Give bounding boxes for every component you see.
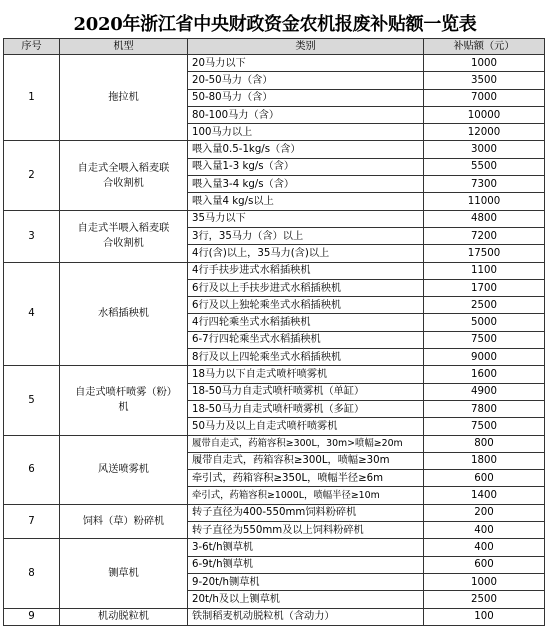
- table-row: [4, 435, 545, 452]
- table-row: [4, 366, 545, 383]
- cell-amount: 3500: [424, 72, 545, 89]
- cell-type: 履带自走式，药箱容积≥300L，30m>喷幅≥20m: [188, 435, 424, 452]
- cell-type: 3-6t/h铡草机: [188, 539, 424, 556]
- cell-amount: 1000: [424, 573, 545, 590]
- cell-amount: 2500: [424, 297, 545, 314]
- cell-amount: 7200: [424, 227, 545, 244]
- header-amount: 补贴额（元）: [424, 39, 545, 55]
- cell-type: 18-50马力自走式喷杆喷雾机（多缸）: [188, 400, 424, 417]
- cell-amount: 3000: [424, 141, 545, 158]
- cell-amount: 9000: [424, 349, 545, 366]
- cell-amount: 1600: [424, 366, 545, 383]
- cell-amount: 1800: [424, 452, 545, 469]
- cell-amount: 1100: [424, 262, 545, 279]
- cell-amount: 10000: [424, 106, 545, 123]
- cell-amount: 17500: [424, 245, 545, 262]
- table-row: [4, 504, 545, 521]
- cell-amount: 800: [424, 435, 545, 452]
- cell-model: 风送喷雾机: [60, 435, 188, 504]
- cell-group-no: 6: [4, 435, 60, 504]
- cell-type: 4行手扶步进式水稻插秧机: [188, 262, 424, 279]
- table-row: [4, 141, 545, 158]
- cell-model: 铡草机: [60, 539, 188, 608]
- cell-type: 50-80马力（含）: [188, 89, 424, 106]
- cell-type: 铁制稻麦机动脱粒机（含动力）: [188, 608, 424, 625]
- table-header-row: [4, 39, 545, 55]
- cell-type: 8行及以上四轮乘坐式水稻插秧机: [188, 349, 424, 366]
- cell-model: 饲料（草）粉碎机: [60, 504, 188, 539]
- page-title: 2020年浙江省中央财政资金农机报废补贴额一览表: [73, 14, 477, 35]
- cell-amount: 1400: [424, 487, 545, 504]
- table-row: [4, 539, 545, 556]
- cell-amount: 4900: [424, 383, 545, 400]
- cell-model: 机动脱粒机: [60, 608, 188, 625]
- cell-type: 6-9t/h铡草机: [188, 556, 424, 573]
- cell-group-no: 4: [4, 262, 60, 366]
- cell-type: 6行及以上独轮乘坐式水稻插秧机: [188, 297, 424, 314]
- cell-type: 80-100马力（含）: [188, 106, 424, 123]
- cell-amount: 1700: [424, 279, 545, 296]
- cell-type: 3行，35马力（含）以上: [188, 227, 424, 244]
- cell-type: 6行及以上手扶步进式水稻插秧机: [188, 279, 424, 296]
- cell-group-no: 7: [4, 504, 60, 539]
- cell-amount: 7300: [424, 176, 545, 193]
- cell-type: 4行(含)以上，35马力(含)以上: [188, 245, 424, 262]
- cell-amount: 7000: [424, 89, 545, 106]
- cell-amount: 600: [424, 556, 545, 573]
- cell-group-no: 3: [4, 210, 60, 262]
- cell-amount: 7800: [424, 400, 545, 417]
- header-no: 序号: [4, 39, 60, 55]
- cell-type: 6-7行四轮乘坐式水稻插秧机: [188, 331, 424, 348]
- cell-amount: 7500: [424, 418, 545, 435]
- cell-type: 牵引式，药箱容积≥350L，喷幅半径≥6m: [188, 470, 424, 487]
- table-body: [4, 55, 545, 626]
- cell-amount: 400: [424, 522, 545, 539]
- cell-type: 转子直径为400-550mm饲料粉碎机: [188, 504, 424, 521]
- cell-type: 喂入量1-3 kg/s（含）: [188, 158, 424, 175]
- cell-group-no: 1: [4, 55, 60, 141]
- cell-type: 35马力以下: [188, 210, 424, 227]
- cell-type: 牵引式，药箱容积≥1000L，喷幅半径≥10m: [188, 487, 424, 504]
- cell-model: 拖拉机: [60, 55, 188, 141]
- cell-type: 50马力及以上自走式喷杆喷雾机: [188, 418, 424, 435]
- cell-model: 水稻插秧机: [60, 262, 188, 366]
- cell-type: 履带自走式，药箱容积≥300L，喷幅≥30m: [188, 452, 424, 469]
- cell-group-no: 8: [4, 539, 60, 608]
- cell-type: 100马力以上: [188, 124, 424, 141]
- cell-amount: 400: [424, 539, 545, 556]
- cell-group-no: 2: [4, 141, 60, 210]
- cell-type: 喂入量0.5-1kg/s（含）: [188, 141, 424, 158]
- cell-type: 20-50马力（含）: [188, 72, 424, 89]
- cell-model: 自走式全喂入稻麦联合收割机: [60, 141, 188, 210]
- cell-amount: 5500: [424, 158, 545, 175]
- cell-type: 喂入量3-4 kg/s（含）: [188, 176, 424, 193]
- cell-type: 9-20t/h铡草机: [188, 573, 424, 590]
- cell-amount: 2500: [424, 591, 545, 608]
- cell-amount: 200: [424, 504, 545, 521]
- cell-amount: 12000: [424, 124, 545, 141]
- cell-model: 自走式喷杆喷雾（粉）机: [60, 366, 188, 435]
- cell-group-no: 9: [4, 608, 60, 625]
- cell-type: 20马力以下: [188, 55, 424, 72]
- cell-amount: 5000: [424, 314, 545, 331]
- cell-type: 18-50马力自走式喷杆喷雾机（单缸）: [188, 383, 424, 400]
- cell-amount: 1000: [424, 55, 545, 72]
- cell-amount: 600: [424, 470, 545, 487]
- table-row: [4, 262, 545, 279]
- table-row: [4, 608, 545, 625]
- cell-type: 20t/h及以上铡草机: [188, 591, 424, 608]
- header-type: 类别: [188, 39, 424, 55]
- cell-amount: 4800: [424, 210, 545, 227]
- cell-amount: 11000: [424, 193, 545, 210]
- cell-amount: 7500: [424, 331, 545, 348]
- header-model: 机型: [60, 39, 188, 55]
- cell-group-no: 5: [4, 366, 60, 435]
- cell-type: 4行四轮乘坐式水稻插秧机: [188, 314, 424, 331]
- table-row: [4, 55, 545, 72]
- cell-amount: 100: [424, 608, 545, 625]
- cell-type: 转子直径为550mm及以上饲料粉碎机: [188, 522, 424, 539]
- cell-type: 18马力以下自走式喷杆喷雾机: [188, 366, 424, 383]
- cell-model: 自走式半喂入稻麦联合收割机: [60, 210, 188, 262]
- table-row: [4, 210, 545, 227]
- subsidy-table: [3, 38, 545, 626]
- cell-type: 喂入量4 kg/s以上: [188, 193, 424, 210]
